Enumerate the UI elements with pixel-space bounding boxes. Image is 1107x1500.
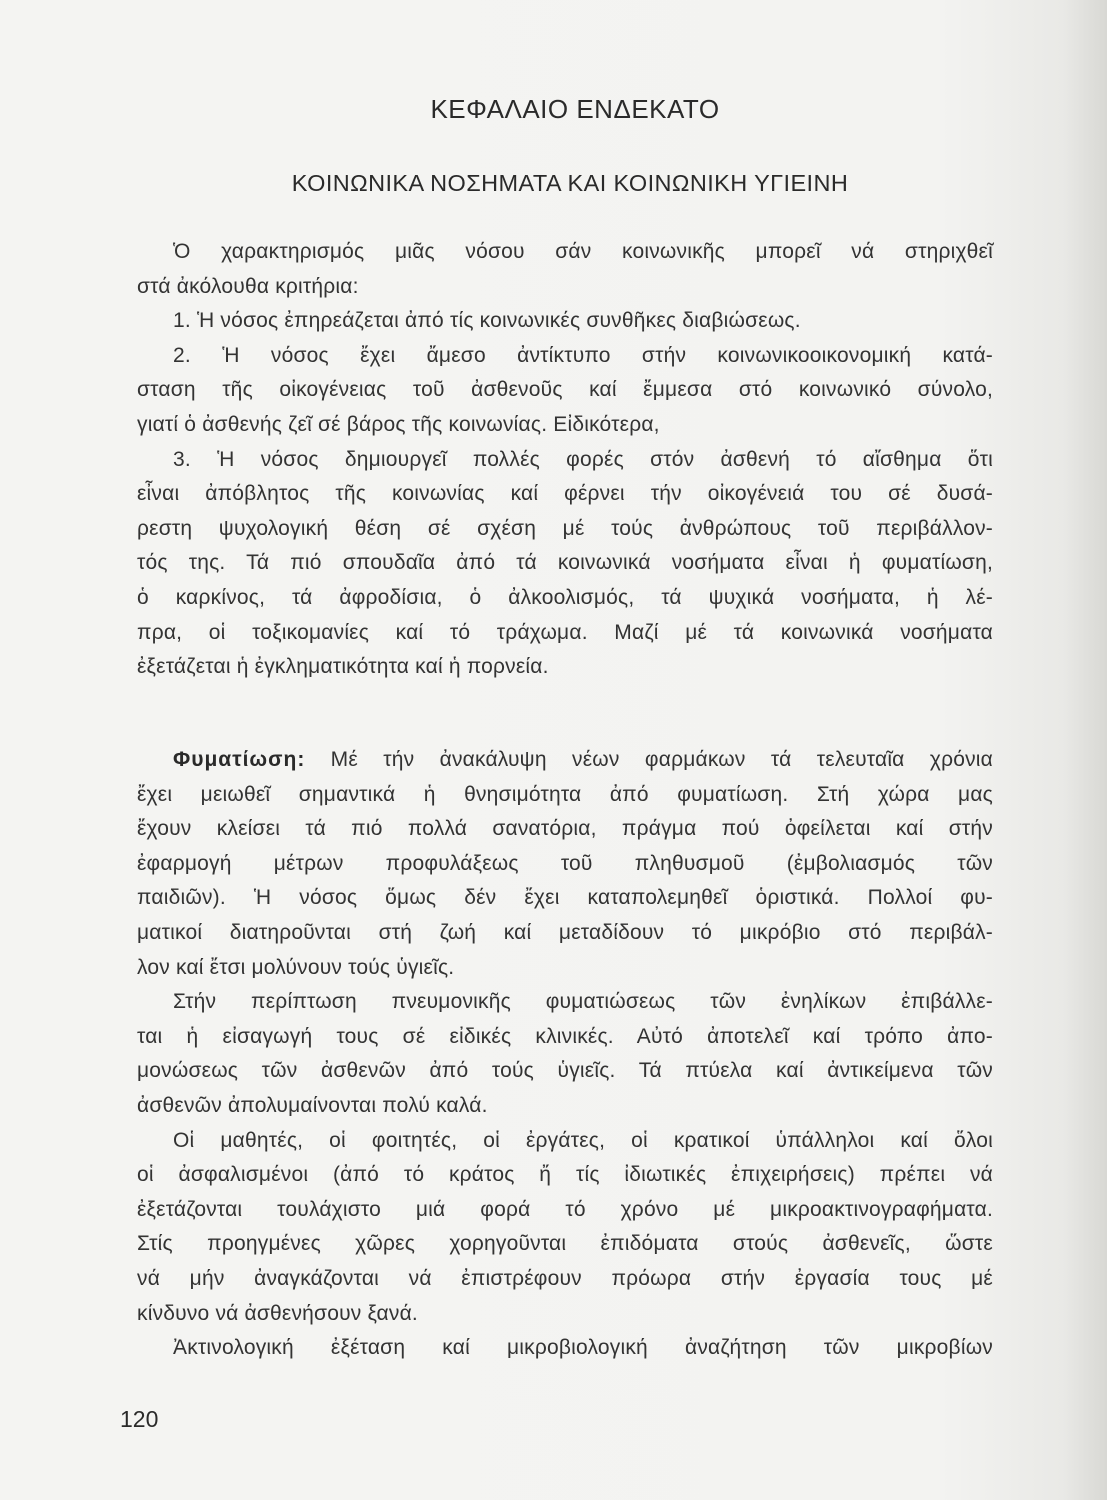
criterion-2: 2. Ἡ νόσος ἔχει ἄμεσο ἀντίκτυπο στήν κοινωνικοοικονομική κατά- [173, 343, 993, 367]
text-fragment: Μέ τήν ἀνακάλυψη νέων φαρμάκων τά τελευταῖα χρόνια [305, 748, 993, 771]
text-line: Οἱ μαθητές, οἱ φοιτητές, οἱ ἐργάτες, οἱ κρατικοί ὑπάλληλοι καί ὅλοι [173, 1128, 993, 1152]
text-line: λον καί ἔτσι μολύνουν τούς ὑγιεῖς. [137, 955, 455, 979]
text-line: Στίς προηγμένες χῶρες χορηγοῦνται ἐπιδόματα στούς ἀσθενεῖς, ὥστε [137, 1232, 993, 1256]
text-line: ἐξετάζεται ἡ ἐγκληματικότητα καί ἡ πορνεία. [137, 655, 549, 679]
tuberculosis-section [137, 743, 993, 1366]
text-line: νά μήν ἀναγκάζονται νά ἐπιστρέφουν πρόωρα στήν ἐργασία τους μέ [137, 1266, 993, 1290]
text-line: ἐφαρμογή μέτρων προφυλάξεως τοῦ πληθυσμοῦ (ἐμβολιασμός τῶν [137, 851, 993, 875]
criterion-1: 1. Ἡ νόσος ἐπηρεάζεται ἀπό τίς κοινωνικές συνθῆκες διαβιώσεως. [173, 309, 801, 333]
page-number: 120 [120, 1406, 159, 1432]
text-line: πρα, οἱ τοξικομανίες καί τό τράχωμα. Μαζί μέ τά κοινωνικά νοσήματα [137, 620, 993, 644]
text-line: Ὁ χαρακτηρισμός μιᾶς νόσου σάν κοινωνικῆς μπορεῖ νά στηριχθεῖ [173, 240, 993, 263]
tuberculosis-term: Φυματίωση: [173, 748, 306, 771]
text-line: ὁ καρκίνος, τά ἀφροδίσια, ὁ ἀλκοολισμός, τά ψυχικά νοσήματα, ἡ λέ- [137, 585, 993, 609]
text-line: εἶναι ἀπόβλητος τῆς κοινωνίας καί φέρνει τήν οἰκογένειά του σέ δυσά- [137, 482, 993, 506]
text-line [137, 743, 993, 778]
text-line: ἀσθενῶν ἀπολυμαίνονται πολύ καλά. [137, 1093, 488, 1117]
text-line: Στήν περίπτωση πνευμονικῆς φυματιώσεως τῶν ἐνηλίκων ἐπιβάλλε- [173, 990, 993, 1014]
criterion-3: 3. Ἡ νόσος δημιουργεῖ πολλές φορές στόν ἀσθενή τό αἴσθημα ὅτι [173, 447, 993, 471]
intro-block [137, 235, 993, 685]
text-line: γιατί ὁ ἀσθενής ζεῖ σέ βάρος τῆς κοινωνίας. Εἰδικότερα, [137, 412, 660, 436]
text-line: Ἀκτινολογική ἐξέταση καί μικροβιολογική ἀναζήτηση τῶν μικροβίων [173, 1336, 993, 1360]
text-line: ἔχει μειωθεῖ σημαντικά ἡ θνησιμότητα ἀπό φυματίωση. Στή χώρα μας [137, 782, 993, 806]
section-title: ΚΟΙΝΩΝΙΚΑ ΝΟΣΗΜΑΤΑ ΚΑΙ ΚΟΙΝΩΝΙΚΗ ΥΓΙΕΙΝΗ [291, 170, 849, 196]
text-line: μονώσεως τῶν ἀσθενῶν ἀπό τούς ὑγιεῖς. Τά πτύελα καί ἀντικείμενα τῶν [137, 1059, 993, 1083]
text-line: ἔχουν κλείσει τά πιό πολλά σανατόρια, πράγμα πού ὀφείλεται καί στήν [137, 817, 993, 841]
text-line: οἱ ἀσφαλισμένοι (ἀπό τό κράτος ἤ τίς ἰδιωτικές ἐπιχειρήσεις) πρέπει νά [137, 1163, 993, 1187]
chapter-title: ΚΕΦΑΛΑΙΟ ΕΝΔΕΚΑΤΟ [430, 94, 720, 124]
text-line: παιδιῶν). Ἡ νόσος ὅμως δέν ἔχει καταπολεμηθεῖ ὁριστικά. Πολλοί φυ- [137, 886, 993, 910]
text-line: ἐξετάζονται τουλάχιστο μιά φορά τό χρόνο μέ μικροακτινογραφήματα. [137, 1197, 993, 1221]
text-line: ματικοί διατηροῦνται στή ζωή καί μεταδίδουν τό μικρόβιο στό περιβάλ- [137, 920, 993, 944]
text-line: τός της. Τά πιό σπουδαῖα ἀπό τά κοινωνικά νοσήματα εἶναι ἡ φυματίωση, [137, 551, 993, 575]
text-line: στά ἀκόλουθα κριτήρια: [137, 274, 359, 298]
text-line: σταση τῆς οἰκογένειας τοῦ ἀσθενοῦς καί ἔμμεσα στό κοινωνικό σύνολο, [137, 378, 993, 402]
text-line: κίνδυνο νά ἀσθενήσουν ξανά. [137, 1301, 418, 1325]
text-line: ρεστη ψυχολογική θέση σέ σχέση μέ τούς ἀνθρώπους τοῦ περιβάλλον- [137, 516, 993, 540]
text-line: ται ἡ εἰσαγωγή τους σέ εἰδικές κλινικές. Αὐτό ἀποτελεῖ καί τρόπο ἀπο- [137, 1024, 993, 1048]
